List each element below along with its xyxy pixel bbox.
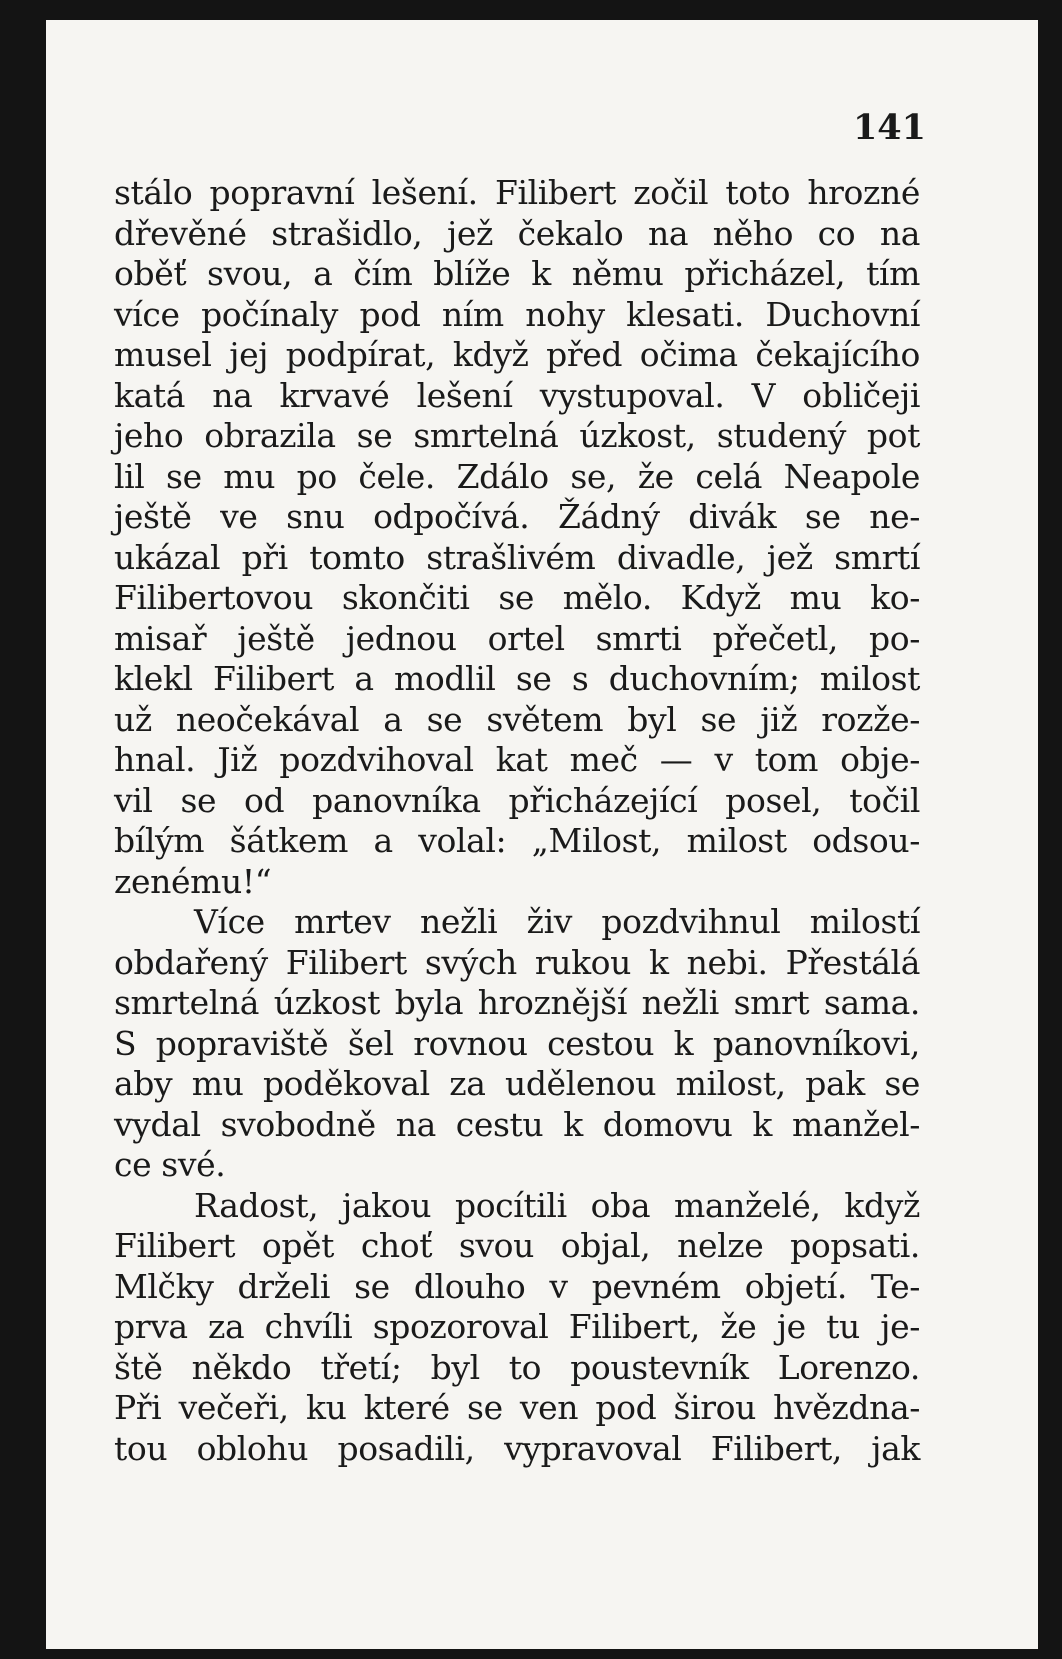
text-line: S popraviště šel rovnou cestou k panovníkovi, bbox=[114, 1023, 920, 1063]
text-line: klekl Filibert a modlil se s duchovním; milost bbox=[114, 659, 920, 698]
text-line: vydal svobodně na cestu k domovu k manžel- bbox=[114, 1104, 920, 1144]
text-line: ukázal při tomto strašlivém divadle, jež smrtí bbox=[114, 537, 920, 577]
text-line: ce své. bbox=[114, 1145, 226, 1184]
text-line: vil se od panovníka přicházející posel, točil bbox=[114, 780, 920, 820]
text-line: lil se mu po čele. Zdálo se, že celá Neapole bbox=[114, 456, 920, 496]
text-line: ještě ve snu odpočívá. Žádný divák se ne- bbox=[114, 497, 920, 536]
text-line: aby mu poděkoval za udělenou milost, pak se bbox=[114, 1064, 920, 1103]
text-line: ště někdo třetí; byl to poustevník Lorenzo. bbox=[114, 1347, 920, 1387]
text-line: Mlčky drželi se dlouho v pevném objetí. Te- bbox=[114, 1266, 920, 1306]
text-line: smrtelná úzkost byla hroznější nežli smrt sama. bbox=[114, 983, 920, 1022]
text-line: oběť svou, a čím blíže k němu přicházel, tím bbox=[114, 254, 920, 293]
text-line: tou oblohu posadili, vypravoval Filibert, jak bbox=[114, 1428, 920, 1468]
text-line: Filibertovou skončiti se mělo. Když mu ko- bbox=[114, 578, 920, 617]
scan-border-top bbox=[0, 0, 1062, 20]
body-text bbox=[114, 173, 920, 1469]
scan-border-bottom bbox=[0, 1649, 1062, 1659]
text-line: prva za chvíli spozoroval Filibert, že je tu je- bbox=[114, 1307, 920, 1346]
text-line: zenému!“ bbox=[114, 861, 272, 901]
text-line: Filibert opět choť svou objal, nelze popsati. bbox=[114, 1226, 920, 1265]
text-line: katá na krvavé lešení vystupoval. V obličeji bbox=[114, 375, 920, 415]
text-line: stálo popravní lešení. Filibert zočil toto hrozné bbox=[114, 173, 920, 212]
text-line: musel jej podpírat, když před očima čekajícího bbox=[114, 335, 920, 374]
text-line: Více mrtev nežli živ pozdvihnul milostí bbox=[194, 902, 920, 941]
text-line: hnal. Již pozdvihoval kat meč — v tom obje- bbox=[114, 740, 920, 779]
text-line: jeho obrazila se smrtelná úzkost, studený pot bbox=[114, 416, 920, 455]
text-line: dřevěné strašidlo, jež čekalo na něho co na bbox=[114, 213, 920, 253]
text-line: Radost, jakou pocítili oba manželé, když bbox=[194, 1185, 920, 1225]
text-line: bílým šátkem a volal: „Milost, milost odsou- bbox=[114, 821, 920, 860]
scan-border-right bbox=[1038, 0, 1062, 1659]
text-line: Při večeři, ku které se ven pod širou hvězdna- bbox=[114, 1388, 920, 1427]
text-line: už neočekával a se světem byl se již rozže- bbox=[114, 699, 920, 739]
text-line: obdařený Filibert svých rukou k nebi. Přestálá bbox=[114, 942, 920, 982]
text-line: misař ještě jednou ortel smrti přečetl, po- bbox=[114, 618, 920, 658]
page-number: 141 bbox=[852, 107, 926, 148]
text-line: více počínaly pod ním nohy klesati. Duchovní bbox=[114, 294, 920, 334]
scan-border-left bbox=[0, 0, 46, 1659]
